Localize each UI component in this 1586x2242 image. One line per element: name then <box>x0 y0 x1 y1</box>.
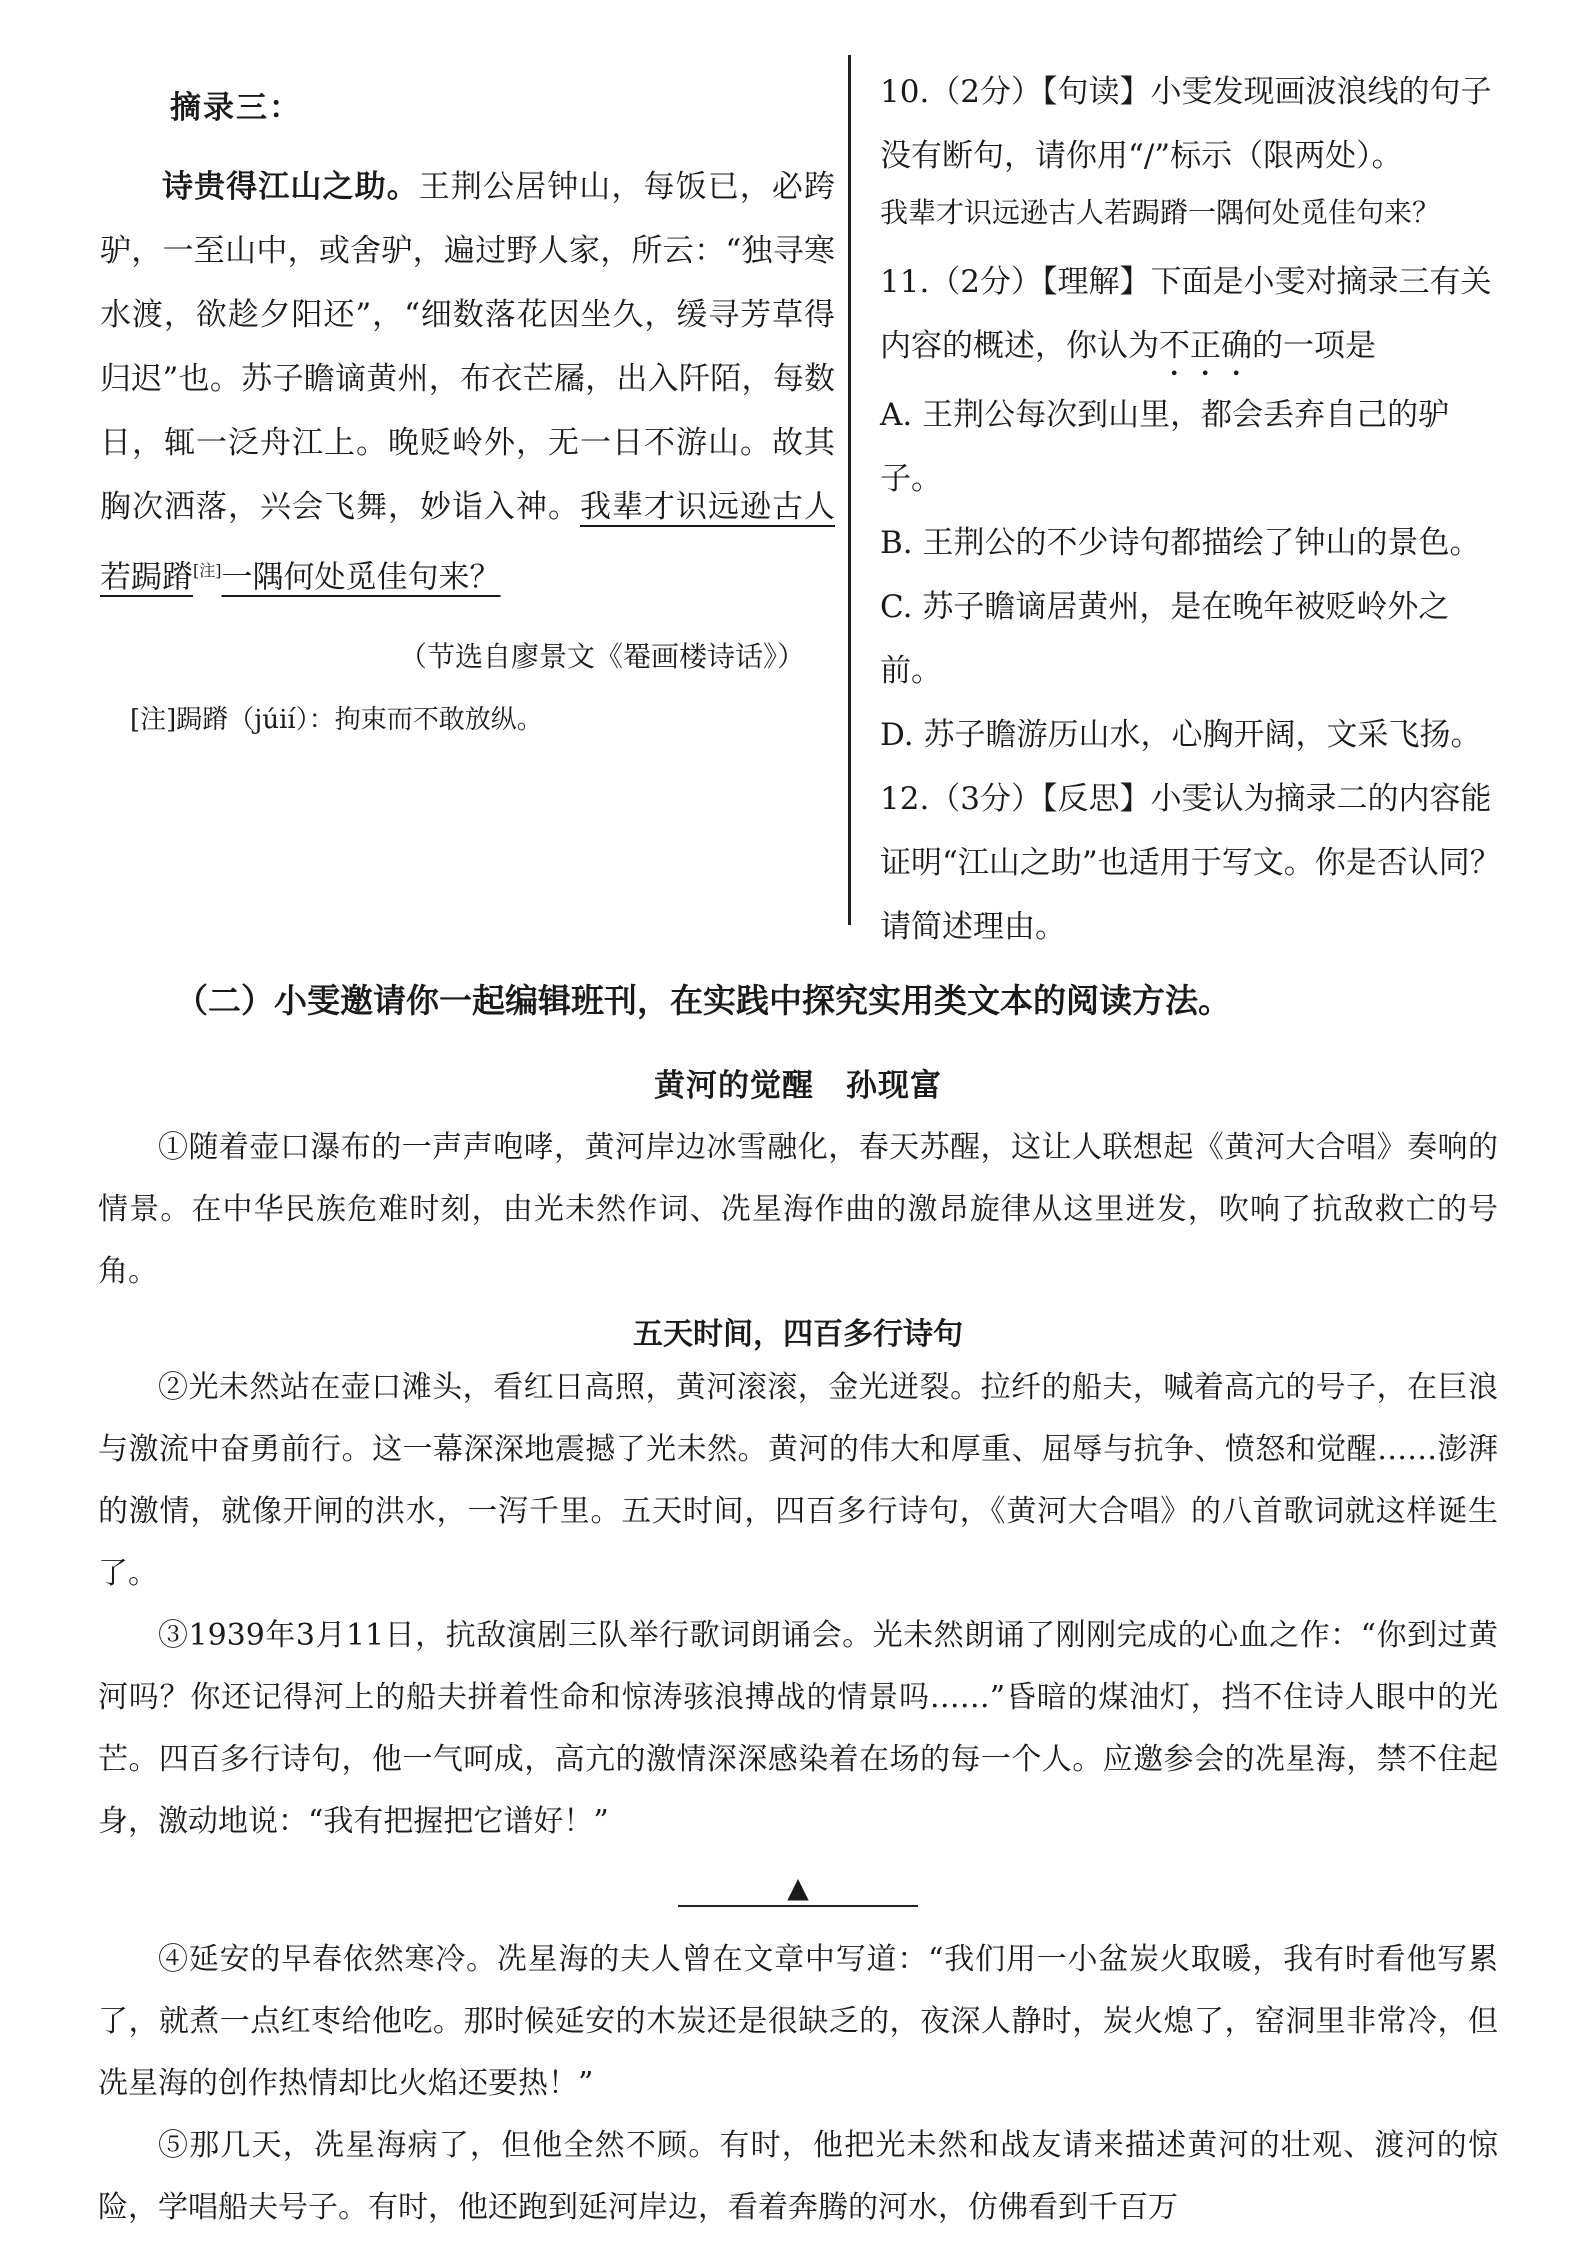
fill-in-blank-line: ▲ <box>678 1871 918 1907</box>
wavy-underlined-sentence-b: 一隅何处觅佳句来？ <box>221 559 501 596</box>
option-b: B. 王荆公的不少诗句都描绘了钟山的景色。 <box>880 525 1481 561</box>
article-paragraph-5: ⑤那几天，冼星海病了，但他全然不顾。有时，他把光未然和战友请来描述黄河的壮观、渡河的惊险，学唱船夫号子。有时，他还跑到延河岸边，看着奔腾的河水，仿佛看到千百万 <box>98 2128 1498 2225</box>
wavy-underlined-sentence-a: 我辈才识远逊古人若跼蹐 <box>100 489 835 596</box>
footnote-marker: [注] <box>193 561 222 580</box>
section-heading: （二）小雯邀请你一起编辑班刊，在实践中探究实用类文本的阅读方法。 <box>175 981 1231 1020</box>
question-11-emphasis: 不正确 <box>1159 328 1252 364</box>
excerpt-body: 王荆公居钟山，每饭已，必跨驴，一至山中，或舍驴，遍过野人家，所云：“独寻寒水渡，欲趁夕阳还”，“细数落花因坐久，缓寻芳草得归迟”也。苏子瞻谪黄州，布衣芒屩，出入阡陌，每数日，辄一泛舟江上。晚贬岭外，无一日不游山。故其胸次洒落，兴会飞舞，妙诣入神。 <box>100 169 836 525</box>
excerpt-footnote: [注]跼蹐（júií）：拘束而不敢放纵。 <box>130 705 543 736</box>
article-title: 黄河的觉醒 <box>654 1068 814 1104</box>
option-a: A. 王荆公每次到山里，都会丢弃自己的驴子。 <box>880 397 1450 497</box>
article-author: 孙现富 <box>846 1068 942 1104</box>
excerpt-source: （节选自廖景文《罨画楼诗话》） <box>398 640 805 674</box>
excerpt-paragraph <box>100 155 835 609</box>
article-paragraph-2: ②光未然站在壶口滩头，看红日高照，黄河滚滚，金光迸裂。拉纤的船夫，喊着高亢的号子，在巨浪与激流中奋勇前行。这一幕深深地震撼了光未然。黄河的伟大和厚重、屈辱与抗争、愤怒和觉醒……澎湃的激情，就像开闸的洪水，一泻千里。五天时间，四百多行诗句，《黄河大合唱》的八首歌词就这样诞生了。 <box>98 1370 1498 1591</box>
option-d: D. 苏子瞻游历山水，心胸开阔，文采飞扬。 <box>880 717 1482 753</box>
excerpt-thesis: 诗贵得江山之助。 <box>162 169 419 205</box>
column-divider <box>848 55 851 925</box>
article-paragraph-3: ③1939年3月11日，抗敌演剧三队举行歌词朗诵会。光未然朗诵了刚刚完成的心血之作：“你到过黄河吗？你还记得河上的船夫拼着性命和惊涛骇浪搏战的情景吗……”昏暗的煤油灯，挡不住诗人眼中的光芒。四百多行诗句，他一气呵成，高亢的激情深深感染着在场的每一个人。应邀参会的冼星海，禁不住起身，激动地说：“我有把握把它谱好！” <box>98 1618 1498 1839</box>
question-11 <box>880 250 1510 383</box>
article-paragraph-1: ①随着壶口瀑布的一声声咆哮，黄河岸边冰雪融化，春天苏醒，这让人联想起《黄河大合唱》奏响的情景。在中华民族危难时刻，由光未然作词、冼星海作曲的激昂旋律从这里迸发，吹响了抗敌救亡的号角。 <box>98 1130 1498 1289</box>
question-10: 10.（2分）【句读】小雯发现画波浪线的句子没有断句，请你用“/”标示（限两处）。 <box>880 74 1492 174</box>
option-c: C. 苏子瞻谪居黄州，是在晚年被贬岭外之前。 <box>880 589 1450 689</box>
questions-column <box>880 60 1510 959</box>
question-12: 12.（3分）【反思】小雯认为摘录二的内容能证明“江山之助”也适用于写文。你是否认同？请简述理由。 <box>880 781 1501 945</box>
question-11-pre: 11.（2分）【理解】下面是小雯对摘录三有关内容的概述，你认为 <box>880 264 1492 364</box>
question-11-post: 的一项是 <box>1252 328 1376 364</box>
excerpt-three-column <box>100 60 835 736</box>
article <box>98 1060 1498 2239</box>
article-title-line <box>98 1060 1498 1105</box>
question-10-sentence: 我辈才识远逊古人若跼蹐一隅何处觅佳句来？ <box>880 196 1441 229</box>
article-paragraph-4: ④延安的早春依然寒冷。冼星海的夫人曾在文章中写道：“我们用一小盆炭火取暖，我有时看他写累了，就煮一点红枣给他吃。那时候延安的木炭还是很缺乏的，夜深人静时，炭火熄了，窑洞里非常冷，但冼星海的创作热情却比火焰还要热！” <box>98 1942 1498 2101</box>
excerpt-heading: 摘录三： <box>170 90 302 126</box>
article-subtitle: 五天时间，四百多行诗句 <box>633 1317 963 1352</box>
